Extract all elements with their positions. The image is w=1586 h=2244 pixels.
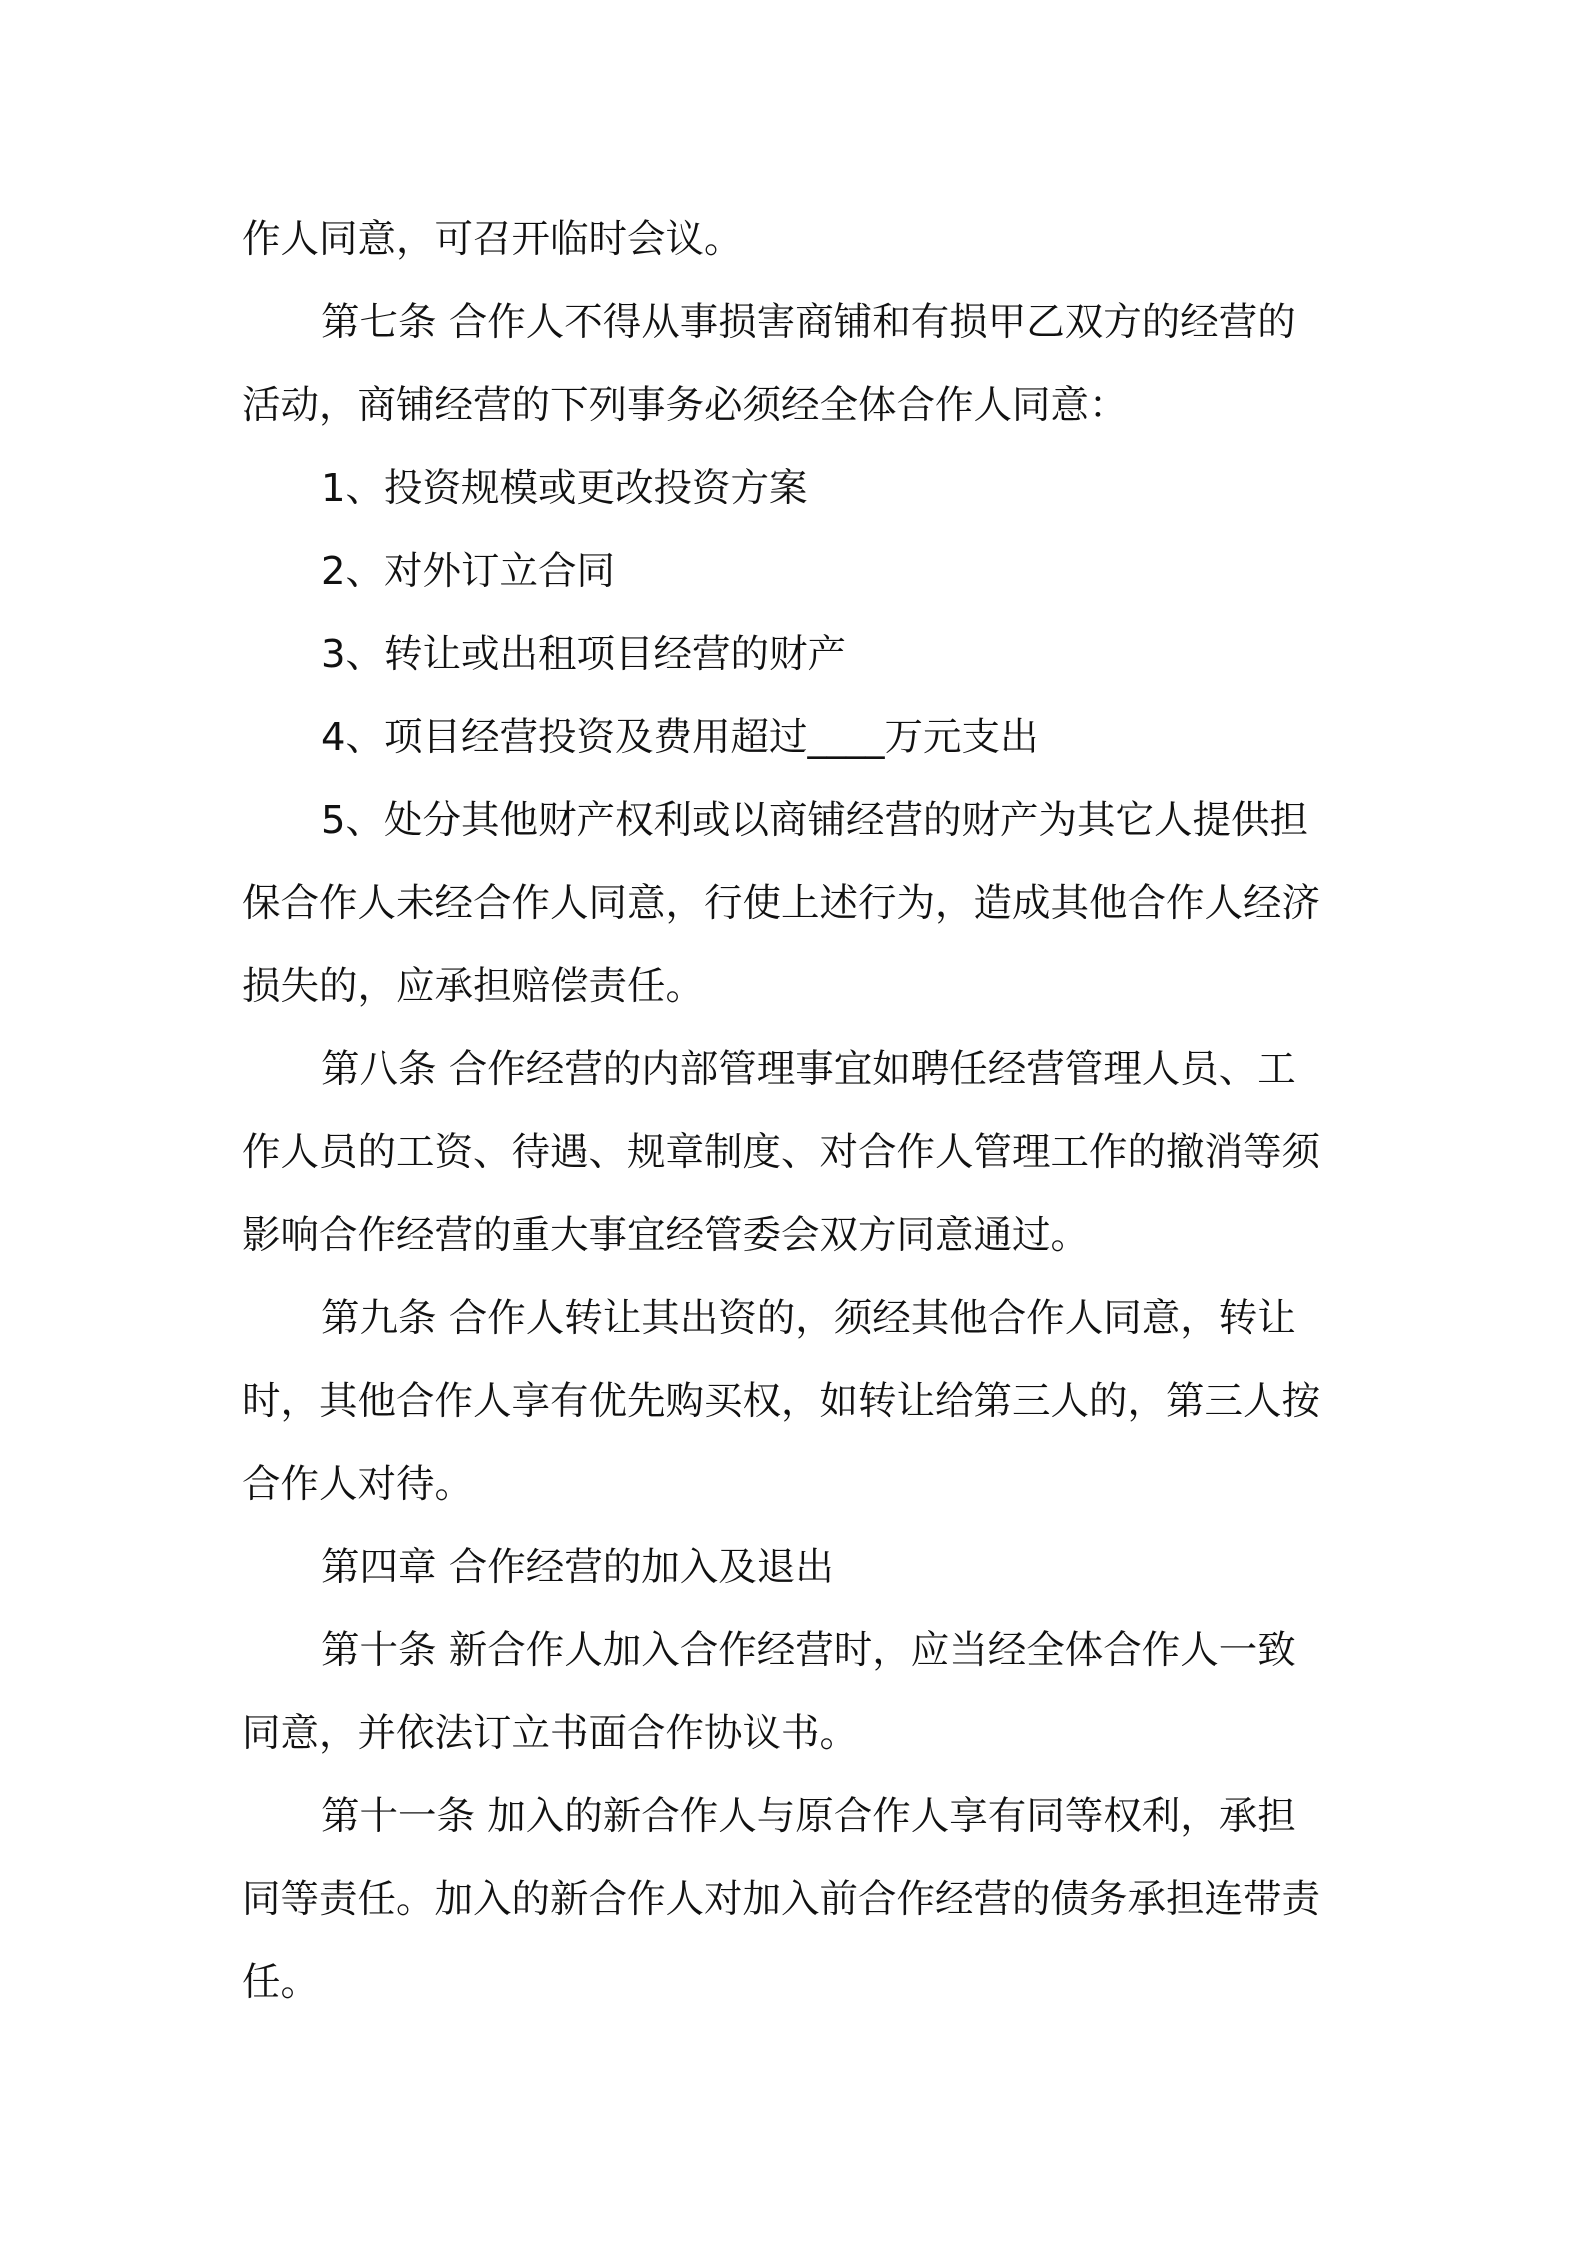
article-8-heading-line: 第八条 合作经营的内部管理事宜如聘任经营管理人员、工 xyxy=(321,1047,1296,1092)
text-line: 影响合作经营的重大事宜经管委会双方同意通过。 xyxy=(242,1213,1090,1258)
list-item-5: 5、处分其他财产权利或以商铺经营的财产为其它人提供担 xyxy=(321,798,1308,843)
document-body xyxy=(242,198,1354,2024)
list-item-4: 4、项目经营投资及费用超过____万元支出 xyxy=(321,715,1039,760)
article-7-heading-line: 第七条 合作人不得从事损害商铺和有损甲乙双方的经营的 xyxy=(321,300,1296,345)
list-item-3: 3、转让或出租项目经营的财产 xyxy=(321,632,846,677)
article-11-heading-line: 第十一条 加入的新合作人与原合作人享有同等权利，承担 xyxy=(321,1794,1296,1839)
text-line: 保合作人未经合作人同意，行使上述行为，造成其他合作人经济 xyxy=(242,881,1321,926)
text-line: 任。 xyxy=(242,1960,320,2005)
article-10-heading-line: 第十条 新合作人加入合作经营时，应当经全体合作人一致 xyxy=(321,1628,1296,1673)
list-item-2: 2、对外订立合同 xyxy=(321,549,615,594)
text-line: 损失的，应承担赔偿责任。 xyxy=(242,964,705,1009)
chapter-4-heading: 第四章 合作经营的加入及退出 xyxy=(321,1545,834,1590)
text-line: 合作人对待。 xyxy=(242,1462,474,1507)
list-item-1: 1、投资规模或更改投资方案 xyxy=(321,466,808,511)
text-line: 时，其他合作人享有优先购买权，如转让给第三人的，第三人按 xyxy=(242,1379,1321,1424)
text-line: 同意，并依法订立书面合作协议书。 xyxy=(242,1711,859,1756)
article-9-heading-line: 第九条 合作人转让其出资的，须经其他合作人同意，转让 xyxy=(321,1296,1296,1341)
text-line: 活动，商铺经营的下列事务必须经全体合作人同意： xyxy=(242,383,1128,428)
text-line: 同等责任。加入的新合作人对加入前合作经营的债务承担连带责 xyxy=(242,1877,1321,1922)
text-line: 作人同意，可召开临时会议。 xyxy=(242,217,743,262)
text-line: 作人员的工资、待遇、规章制度、对合作人管理工作的撤消等须 xyxy=(242,1130,1321,1175)
